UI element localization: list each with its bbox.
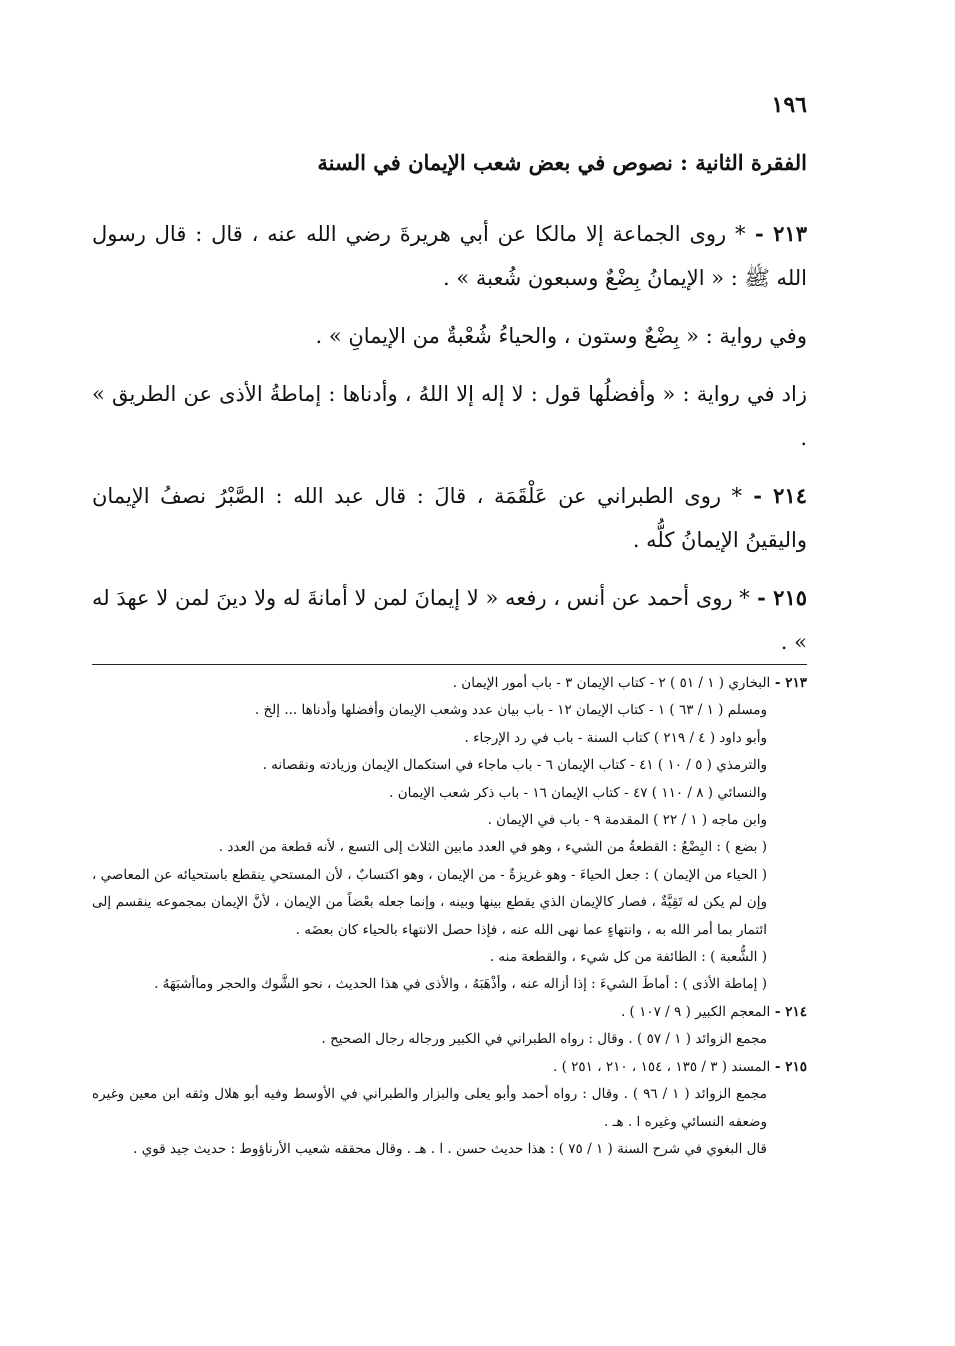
footnote-text: المسند ( ٣ / ١٣٥ ، ١٥٤ ، ٢١٠ ، ٢٥١ ) .: [553, 1058, 771, 1075]
footnote-ref: ٢١٥ -: [770, 1058, 807, 1075]
footnote-line: [92, 862, 807, 944]
footnote-text: البخاري ( ١ / ٥١ ) ٢ - كتاب الإيمان ٣ - باب أمور الإيمان .: [452, 675, 771, 691]
paragraph: [92, 314, 807, 358]
paragraph: [92, 372, 807, 460]
footnote-text: ومسلم ( ١ / ٦٣ ) ١ - كتاب الإيمان ١٢ - باب بيان عدد وشعب الإيمان وأفضلها وأدناها ... إلخ .: [254, 702, 767, 719]
footnote-text: قال البغوي في شرح السنة ( ١ / ٧٥ ) : هذا حديث حسن . ا . هـ . وقال محققه شعيب الأرناؤوط : حديث جيد قوي .: [133, 1140, 767, 1157]
footnote-line: [92, 780, 807, 807]
footnote-text: ( إماطة الأذى ) : أماطَ الشيءَ : إذا أزاله عنه ، وأذْهَبَهُ ، والأذى في هذا الحديث ، نحو الشَّوك والحجر وماأشبَهَهُ .: [154, 976, 767, 993]
footnote-ref: ٢١٣ -: [770, 675, 807, 691]
section-title: الفقرة الثانية : نصوص في بعض شعب الإيمان في السنة: [317, 150, 807, 175]
footnote-line: [92, 670, 807, 697]
paragraph: [92, 212, 807, 300]
hadith-number: ٢١٣ -: [745, 221, 807, 246]
footnote-text: ( الحياء من الإيمان ) : جعل الحياءَ - وهو غريزةٌ - من الإيمان ، وهو اكتسابٌ ، لأن المستحي ينقطع باستحيائه عن المعاصي ، وإن لم يكن له تَقِيَّةٌ ، فصار كالإيمان الذي يقطع بينها وبينه ، وإنما جعله بعْضاً من الإيمان ، لأنَّ الإيمان بمجموعه ينقسم إلى ائتمار بما أمر الله به ، وانتهاءٍ عما نهى الله عنه ، فإذا حصل الانتهاء بالحياء كان بعضَه .: [92, 866, 767, 938]
paragraph: [92, 576, 807, 664]
footnote-line: [92, 834, 807, 861]
footnote-text: والنسائي ( ٨ / ١١٠ ) ٤٧ - كتاب الإيمان ١٦ - باب ذكر شعب الإيمان .: [389, 784, 767, 801]
hadith-number: ٢١٤ -: [742, 483, 807, 508]
footnote-text: وابن ماجه ( ١ / ٢٢ ) المقدمة ٩ - باب في الإيمان .: [487, 812, 767, 829]
footnote-text: ( الشُّعبة ) : الطائفة من كل شيء ، والقطعة منه .: [489, 949, 767, 966]
paragraph-text: زاد في رواية : « وأفضلُها قول : لا إله إلا اللهُ ، وأدناها : إماطةُ الأذى عن الطريق » .: [92, 382, 807, 450]
hadith-number: ٢١٥ -: [749, 585, 808, 610]
paragraph-text: وفي رواية : « بِضْعٌ وستون ، والحياءُ شُعْبةٌ من الإيمانِ » .: [315, 324, 807, 348]
paragraph: [92, 474, 807, 562]
footnote-text: ( بضع ) : البِضْعُ : القطعةُ من الشيء ، وهو في العدد مابين الثلاث إلى التسع ، لأنه قطعة من العدد .: [218, 839, 767, 856]
footnote-line: [92, 697, 807, 724]
footnote-line: [92, 1136, 807, 1163]
footnote-text: مجمع الزوائد ( ١ / ٩٦ ) . وقال : رواه أحمد وأبو يعلى والبزار والطبراني في الأوسط وفيه أبو هلال وثقه ابن معين وغيره وضعفه النسائي وغيره ا . هـ .: [92, 1086, 767, 1130]
main-text: [92, 212, 807, 678]
footnote-line: [92, 807, 807, 834]
footnotes: [92, 670, 807, 1163]
footnote-line: [92, 752, 807, 779]
page-number: ١٩٦: [771, 92, 807, 118]
paragraph-text: * روى الجماعة إلا مالكا عن أبي هريرةَ رضي الله عنه ، قال : قال رسول الله ﷺ : « الإيمانُ بِضْعٌ وسبعون شُعبة » .: [92, 222, 807, 290]
footnote-line: [92, 944, 807, 971]
footnote-text: والترمذي ( ٥ / ١٠ ) ٤١ - كتاب الإيمان ٦ - باب ماجاء في استكمال الإيمان وزيادته ونقصانه .: [262, 757, 767, 774]
paragraph-text: * روى أحمد عن أنس ، رفعه « لا إيمانَ لمن لا أمانةَ له ولا دينَ لمن لا عهدَ له » .: [92, 586, 807, 654]
footnote-line: [92, 1054, 807, 1081]
footnote-divider: [92, 664, 807, 665]
footnote-ref: ٢١٤ -: [770, 1003, 807, 1020]
footnote-line: [92, 1081, 807, 1136]
footnote-line: [92, 971, 807, 998]
footnote-line: [92, 725, 807, 752]
footnote-line: [92, 1026, 807, 1053]
footnote-line: [92, 999, 807, 1026]
footnote-text: مجمع الزوائد ( ١ / ٥٧ ) . وقال : رواه الطبراني في الكبير ورجاله رجال الصحيح .: [321, 1031, 767, 1048]
footnote-text: المعجم الكبير ( ٩ / ١٠٧ ) .: [620, 1003, 771, 1020]
paragraph-text: * روى الطبراني عن عَلْقَمَة ، قالَ : قال عبد الله : الصَّبْرُ نصفُ الإيمان واليقينُ الإيمانُ كلُّه .: [92, 484, 807, 552]
footnote-text: وأبو داود ( ٤ / ٢١٩ ) كتاب السنة - باب في رد الإرجاء .: [464, 729, 767, 746]
